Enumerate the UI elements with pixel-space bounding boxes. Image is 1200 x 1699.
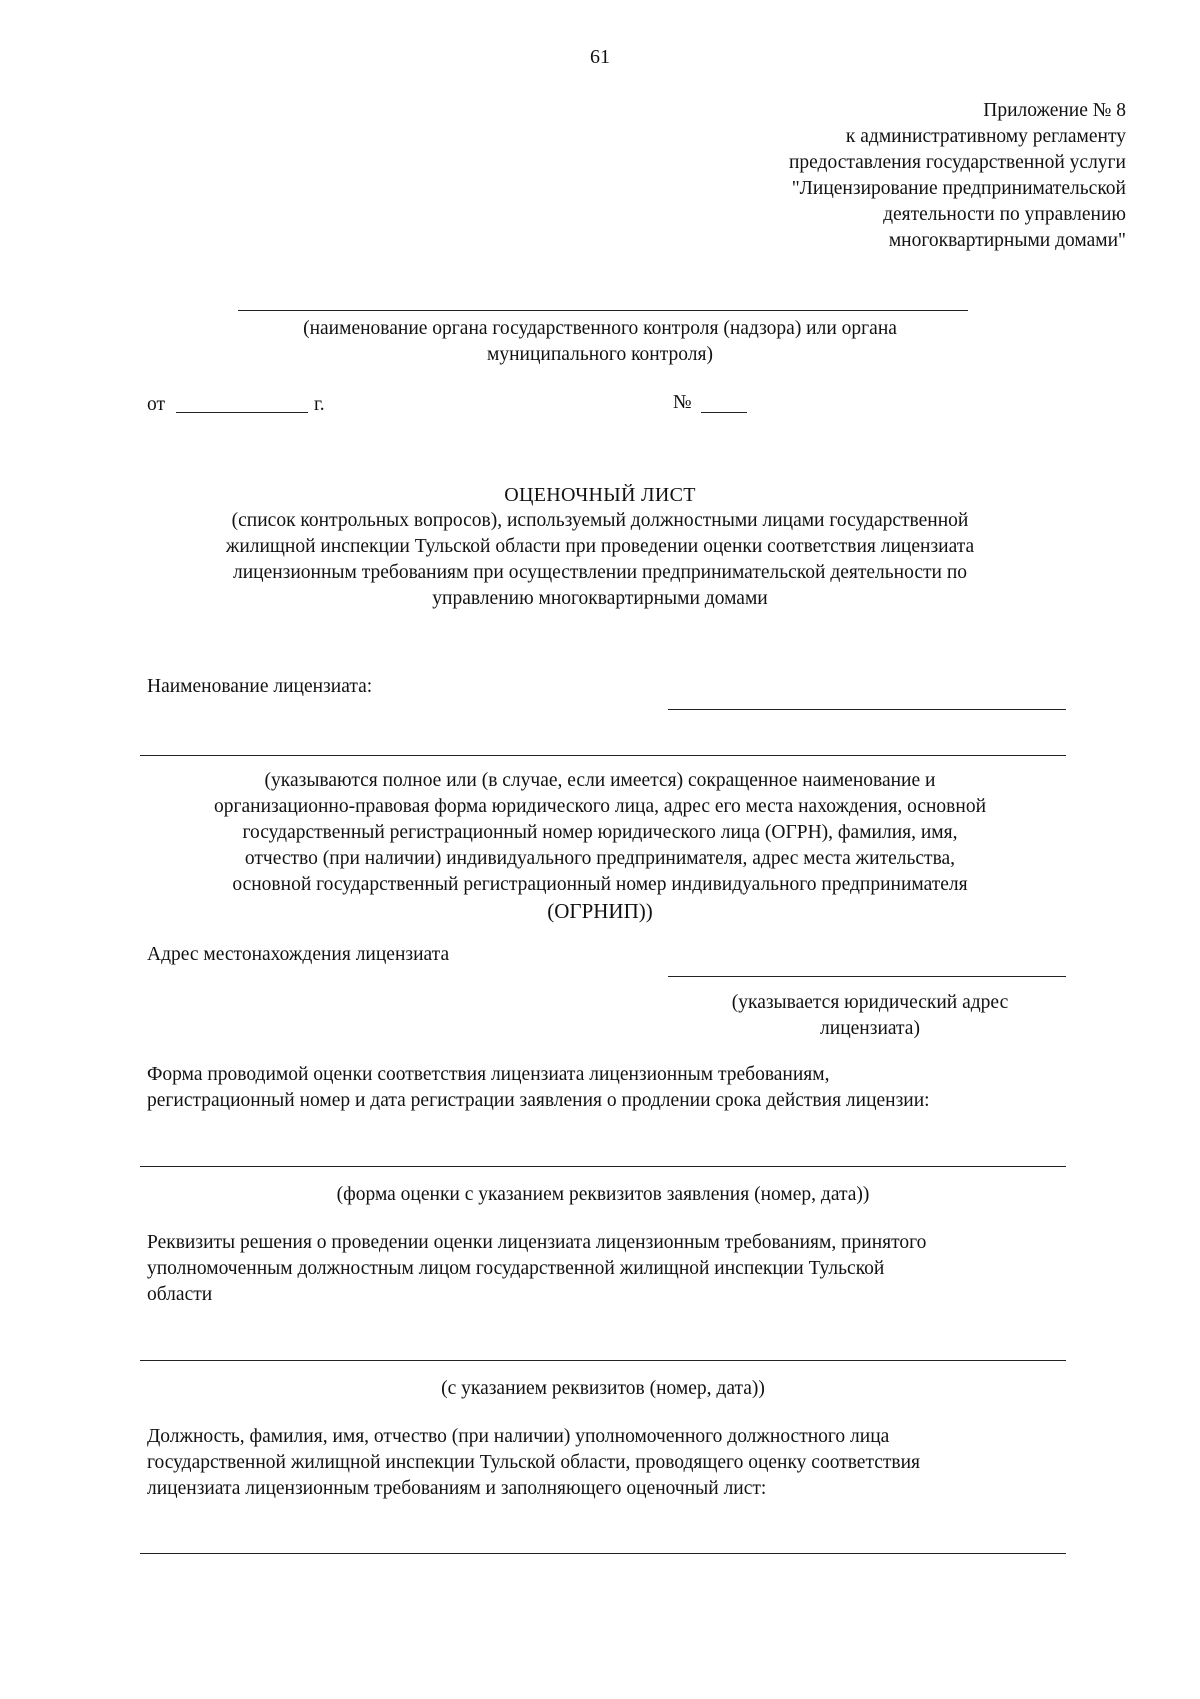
authority-caption-line: (наименование органа государственного контроля (надзора) или органа [303,318,897,339]
licensee-name-caption [130,768,1070,924]
official-text [147,1424,1060,1502]
text-line: уполномоченным должностным лицом государственной жилищной инспекции Тульской [147,1258,885,1279]
text-line: лицензиата лицензионным требованиям и заполняющего оценочный лист: [147,1478,767,1499]
number-fill-line[interactable] [701,412,747,413]
year-suffix: г. [314,394,325,415]
caption-line: лицензиата) [820,1018,920,1039]
official-fill-line[interactable] [140,1553,1066,1554]
decision-text [147,1230,1060,1308]
text-line: государственной жилищной инспекции Тульской области, проводящего оценку соответствия [147,1452,921,1473]
authority-caption [180,316,1020,368]
appendix-line: к административному регламенту [845,126,1126,147]
caption-line: основной государственный регистрационный номер индивидуального предпринимателя [232,874,968,895]
text-line: Форма проводимой оценки соответствия лицензиата лицензионным требованиям, [147,1064,830,1085]
caption-line: (указываются полное или (в случае, если имеется) сокращенное наименование и [264,770,936,791]
appendix-line: деятельности по управлению [883,204,1126,225]
appendix-line: предоставления государственной услуги [788,152,1126,173]
licensee-name-fill-line-2[interactable] [140,755,1066,756]
caption-line: государственный регистрационный номер юридического лица (ОГРН), фамилия, имя, [242,822,958,843]
date-fill-line[interactable] [176,412,308,413]
subtitle-line: (список контрольных вопросов), используемый должностными лицами государственной [231,510,969,531]
caption-line: (указывается юридический адрес [731,992,1009,1013]
appendix-line: многоквартирными домами" [888,230,1126,251]
caption-line: отчество (при наличии) индивидуального предпринимателя, адрес места жительства, [244,848,956,869]
appendix-line: "Лицензирование предпринимательской [791,178,1126,199]
number-label: № [673,392,692,413]
subtitle-line: жилищной инспекции Тульской области при проведении оценки соответствия лицензиата [225,536,975,557]
assessment-form-caption: (форма оценки с указанием реквизитов заявления (номер, дата)) [336,1184,870,1205]
page-number: 61 [590,46,610,68]
text-line: Должность, фамилия, имя, отчество (при наличии) уполномоченного должностного лица [147,1426,890,1447]
text-line: регистрационный номер и дата регистрации заявления о продлении срока действия лицензии: [147,1090,930,1111]
text-line: области [147,1284,213,1305]
document-title: ОЦЕНОЧНЫЙ ЛИСТ [504,484,696,506]
authority-fill-line[interactable] [238,310,968,311]
decision-caption: (с указанием реквизитов (номер, дата)) [441,1378,765,1399]
appendix-line: Приложение № 8 [983,100,1126,121]
caption-line: организационно-правовая форма юридического лица, адрес его места нахождения, основной [213,796,987,817]
date-label: от [147,394,166,415]
licensee-address-fill-line[interactable] [668,976,1066,977]
assessment-form-fill-line[interactable] [140,1166,1066,1167]
licensee-name-fill-line[interactable] [668,709,1066,710]
subtitle-line: лицензионным требованиям при осуществлении предпринимательской деятельности по [232,562,968,583]
appendix-block [600,98,1126,254]
assessment-form-text [147,1062,1060,1114]
text-line: Реквизиты решения о проведении оценки лицензиата лицензионным требованиям, принятого [147,1232,927,1253]
caption-line: (ОГРНИП)) [547,899,653,923]
licensee-name-label: Наименование лицензиата: [147,676,373,697]
subtitle-line: управлению многоквартирными домами [432,588,768,609]
licensee-address-label: Адрес местонахождения лицензиата [147,944,450,965]
licensee-address-caption [690,990,1050,1042]
authority-caption-line: муниципального контроля) [487,344,713,365]
decision-fill-line[interactable] [140,1360,1066,1361]
document-subtitle [120,508,1080,612]
